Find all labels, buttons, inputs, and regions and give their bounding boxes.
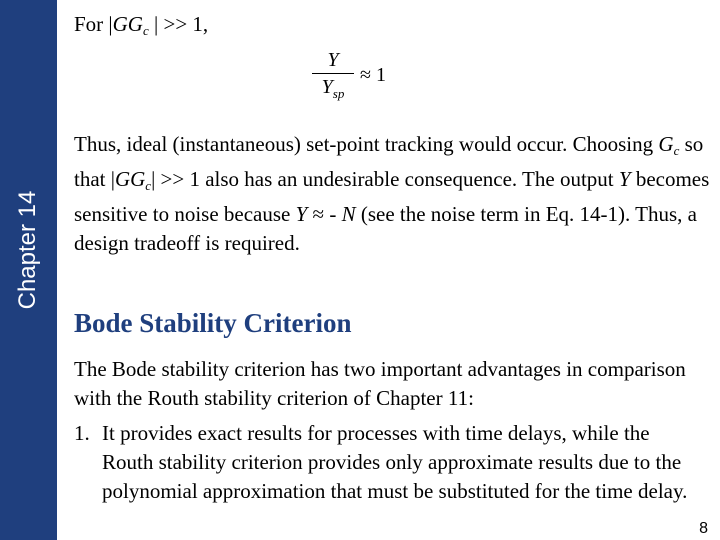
fraction: [312, 48, 354, 106]
chapter-label: Chapter 14: [14, 190, 41, 310]
advantages-list: [74, 419, 704, 506]
p1-y1: Y: [618, 167, 631, 191]
list-item: [74, 419, 704, 506]
paragraph-1: [74, 130, 714, 258]
page-number: 8: [699, 520, 708, 537]
chapter-sidebar: [0, 0, 57, 540]
p1-text-6: (see the noise term in Eq. 14-1). Thus, a design tradeoff is required.: [74, 202, 697, 255]
denominator: [312, 75, 354, 106]
intro-suffix: | >> 1,: [148, 12, 209, 36]
list-item-number: 1.: [74, 421, 90, 445]
p1-gg-sub: c: [145, 178, 152, 193]
equation: [312, 48, 402, 118]
fraction-bar: [312, 73, 354, 74]
section-heading: Bode Stability Criterion: [74, 308, 352, 338]
p1-text-3: | >> 1 also has an undesirable consequence. The output: [151, 167, 619, 191]
p1-gg: GG: [114, 167, 146, 191]
p1-text: Thus, ideal (instantaneous) set-point tracking would occur. Choosing: [74, 132, 659, 156]
paragraph-2: The Bode stability criterion has two important advantages in comparison with the Routh stability criterion of Chapter 11:: [74, 357, 686, 410]
denominator-sub: sp: [332, 86, 345, 101]
p1-text-4: becomes sensitive to noise because: [74, 167, 710, 226]
p1-g-sub: c: [673, 143, 680, 158]
p1-text-2: so that |: [74, 132, 704, 191]
intro-var: GG: [112, 12, 143, 36]
p1-y2: Y: [295, 202, 308, 226]
p1-text-5: ≈ -: [307, 202, 342, 226]
intro-prefix: For |: [74, 12, 113, 36]
p1-n: N: [341, 202, 356, 226]
p1-g: G: [658, 132, 674, 156]
denominator-var: Y: [321, 76, 333, 98]
list-item-text: It provides exact results for processes with time delays, while the Routh stability criterion provides only approximate results due to the polynomial approximation that must be substituted for the time delay.: [102, 421, 688, 503]
intro-line: [74, 12, 208, 39]
numerator: Y: [327, 49, 339, 71]
approx-one: ≈ 1: [360, 64, 386, 86]
intro-sub: c: [142, 23, 149, 38]
